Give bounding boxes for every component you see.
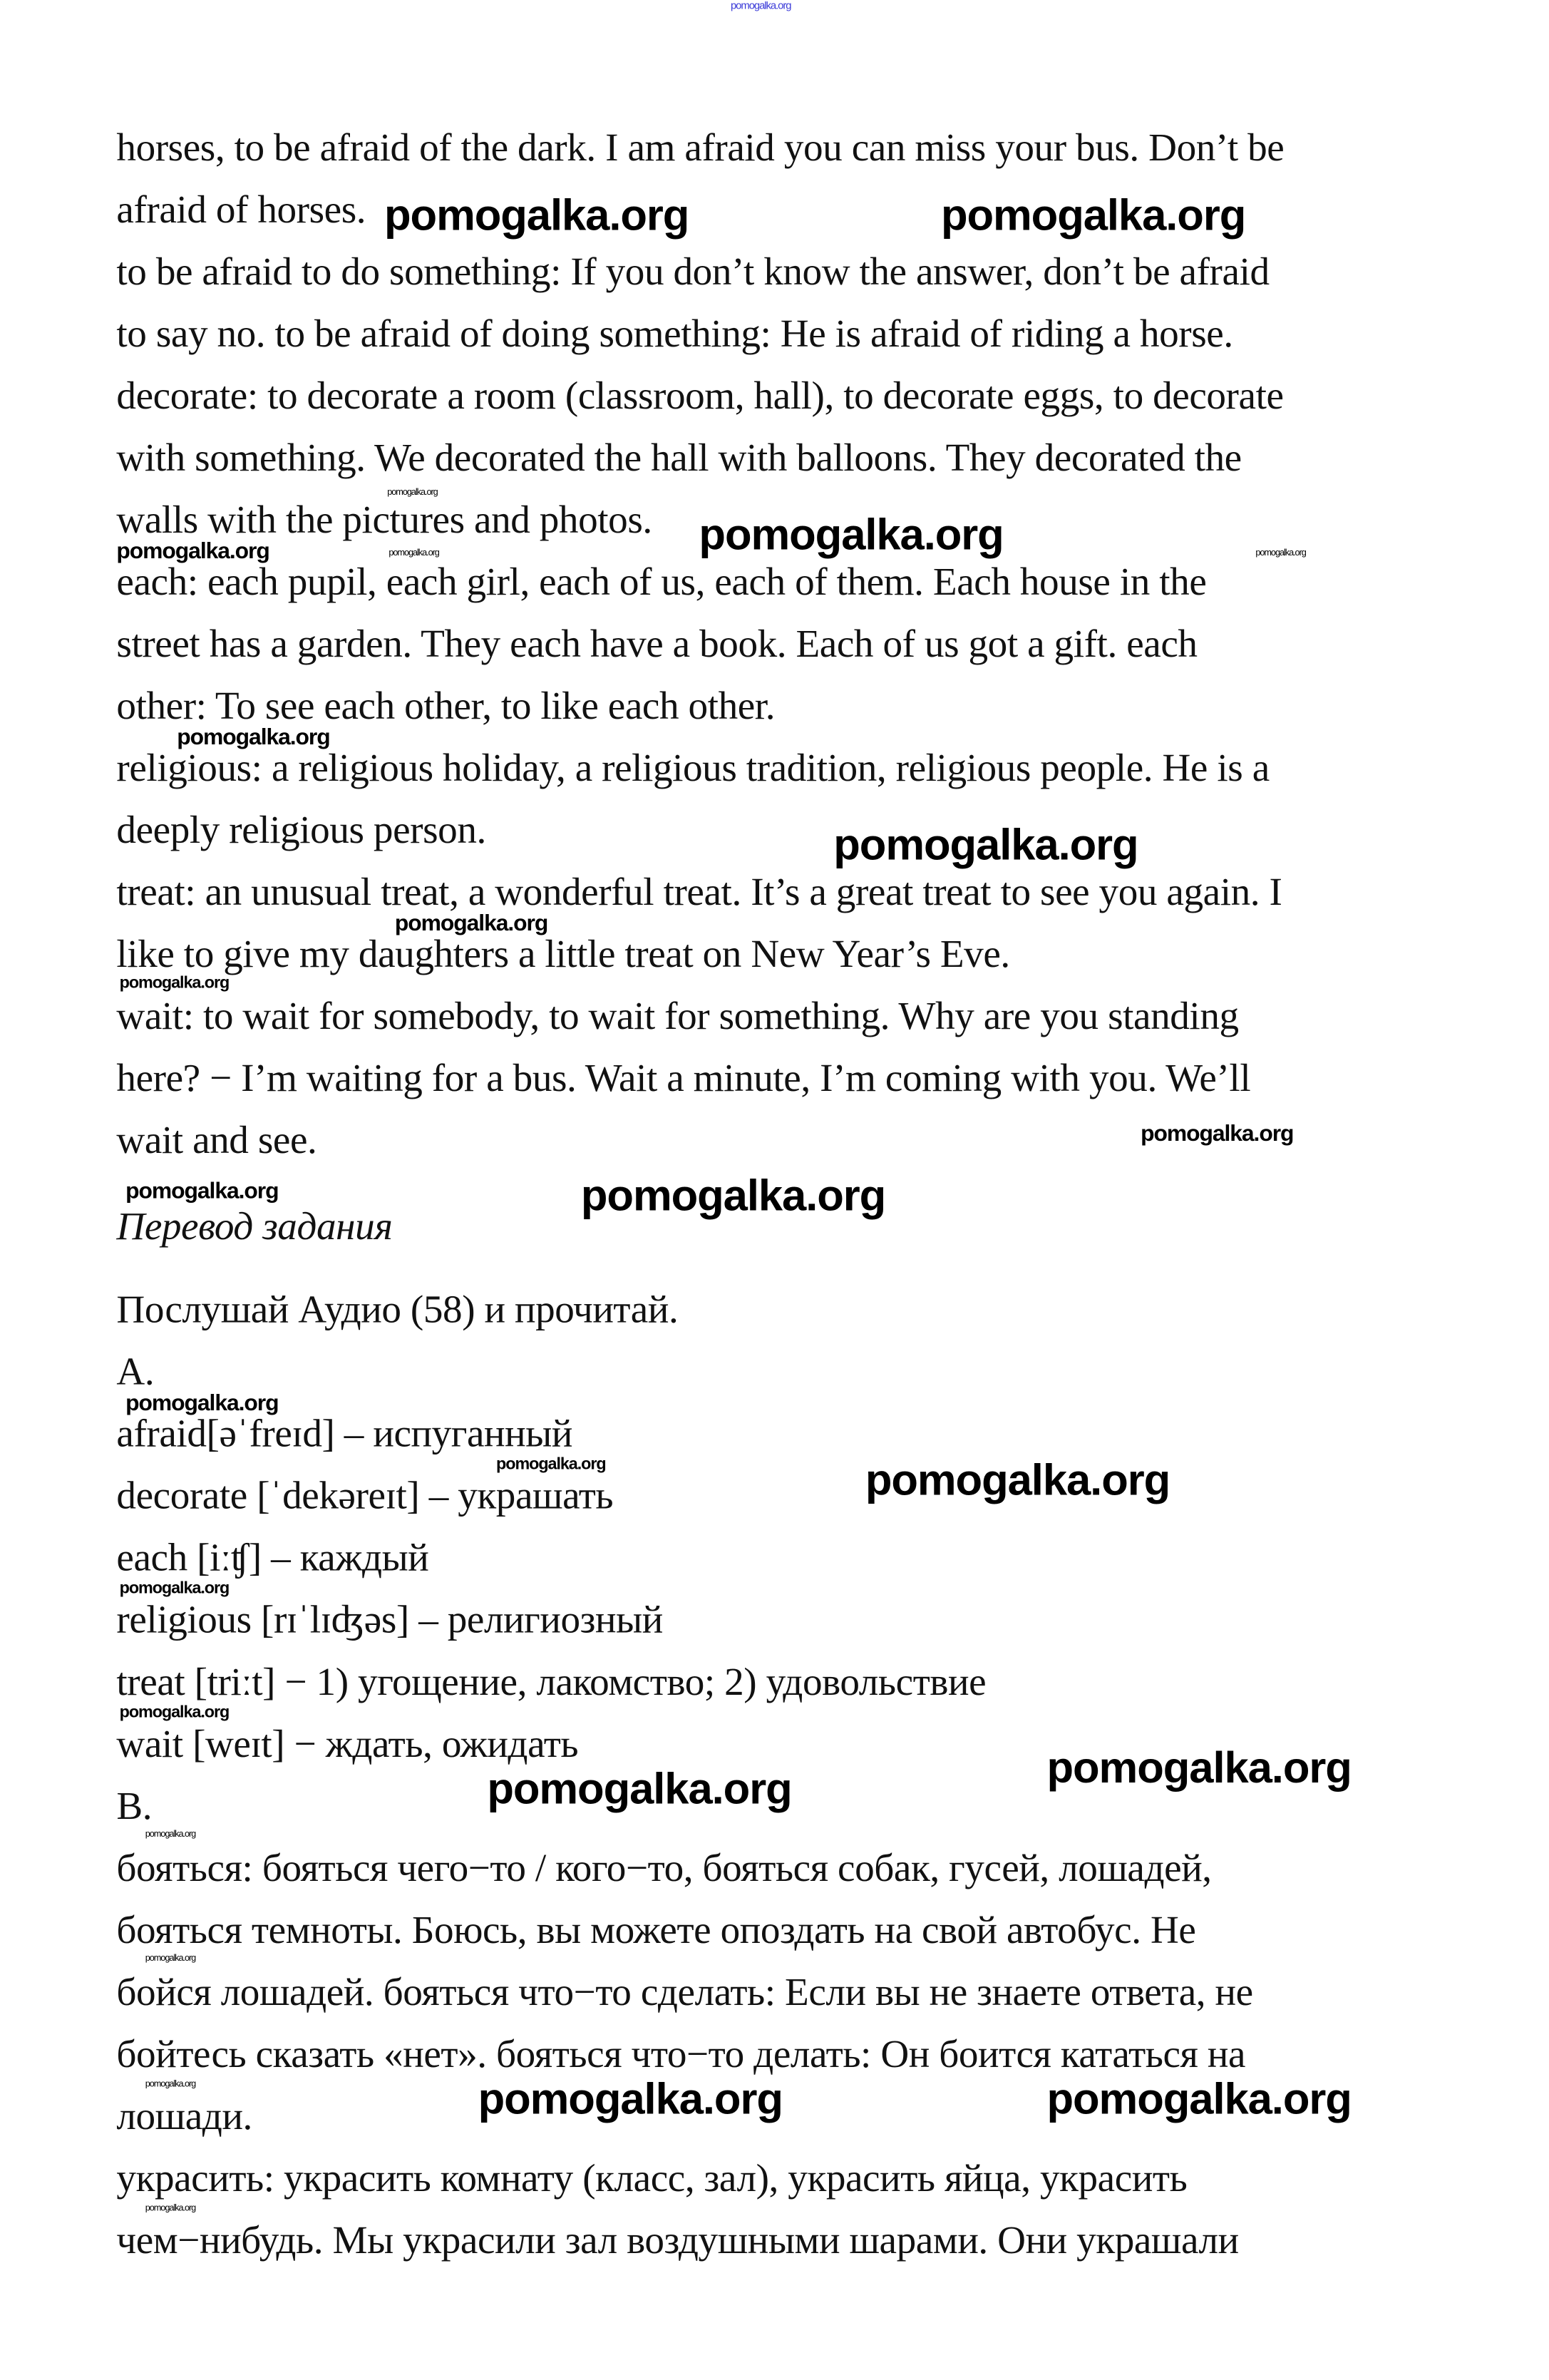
text-line: to be afraid to do something: If you don’t know the answer, don’t be afraid: [116, 250, 1270, 294]
vocab-item: treat [triːt] − 1) угощение, лакомство; 2) удовольствие: [116, 1659, 987, 1704]
watermark: pomogalka.org: [119, 974, 230, 993]
text-line: street has a garden. They each have a book. Each of us got a gift. each: [116, 622, 1198, 666]
watermark: pomogalka.org: [1255, 549, 1306, 559]
text-line: afraid of horses.: [116, 188, 366, 232]
watermark: pomogalka.org: [145, 2080, 196, 2090]
vocab-item: each [iːʧ] – каждый: [116, 1535, 429, 1580]
text-line: лошади.: [116, 2093, 252, 2138]
text-line: бояться: бояться чего−то / кого−то, бояться собак, гусей, лошадей,: [116, 1845, 1212, 1890]
text-line: бойся лошадей. бояться что−то сделать: Если вы не знаете ответа, не: [116, 1969, 1253, 2014]
watermark: pomogalka.org: [865, 1457, 1170, 1506]
text-line: украсить: украсить комнату (класс, зал), украсить яйца, украсить: [116, 2155, 1188, 2200]
text-line: walls with the pictures and photos.: [116, 498, 652, 542]
watermark: pomogalka.org: [145, 1830, 196, 1840]
watermark: pomogalka.org: [119, 1703, 230, 1722]
watermark: pomogalka.org: [145, 2204, 196, 2214]
text-line: other: To see each other, to like each other.: [116, 684, 776, 728]
vocab-item: religious [rɪˈlɪʤəs] – религиозный: [116, 1597, 663, 1642]
instruction: Послушай Аудио (58) и прочитай.: [116, 1287, 679, 1332]
watermark: pomogalka.org: [388, 549, 439, 559]
watermark: pomogalka.org: [699, 511, 1004, 560]
watermark: pomogalka.org: [1141, 1121, 1294, 1147]
watermark: pomogalka.org: [487, 1765, 792, 1815]
watermark: pomogalka.org: [496, 1455, 606, 1474]
text-line: like to give my daughters a little treat on New Year’s Eve.: [116, 932, 1010, 976]
watermark: pomogalka.org: [478, 2076, 783, 2125]
watermark: pomogalka.org: [833, 821, 1138, 871]
vocab-item: afraid[əˈfreɪd] – испуганный: [116, 1411, 573, 1456]
text-line: each: each pupil, each girl, each of us, each of them. Each house in the: [116, 560, 1207, 604]
text-line: horses, to be afraid of the dark. I am afraid you can miss your bus. Don’t be: [116, 125, 1285, 170]
section-b-label: B.: [116, 1783, 153, 1828]
watermark: pomogalka.org: [116, 538, 269, 565]
watermark: pomogalka.org: [177, 724, 330, 751]
watermark: pomogalka.org: [384, 192, 689, 241]
text-line: with something. We decorated the hall with balloons. They decorated the: [116, 436, 1242, 480]
watermark: pomogalka.org: [387, 488, 438, 498]
watermark: pomogalka.org: [125, 1179, 279, 1205]
vocab-item: wait [weɪt] − ждать, ожидать: [116, 1721, 579, 1766]
text-line: wait: to wait for somebody, to wait for something. Why are you standing: [116, 994, 1239, 1038]
vocab-item: decorate [ˈdekəreɪt] – украшать: [116, 1473, 614, 1518]
text-line: чем−нибудь. Мы украсили зал воздушными шарами. Они украшали: [116, 2217, 1239, 2262]
text-line: бояться темноты. Боюсь, вы можете опоздать на свой автобус. Не: [116, 1907, 1196, 1952]
section-a-label: A.: [116, 1349, 155, 1394]
watermark: pomogalka.org: [394, 911, 548, 937]
watermark: pomogalka.org: [145, 1954, 196, 1964]
text-line: wait and see.: [116, 1118, 317, 1162]
text-line: deeply religious person.: [116, 808, 486, 852]
text-line: decorate: to decorate a room (classroom, hall), to decorate eggs, to decorate: [116, 374, 1284, 418]
watermark: pomogalka.org: [580, 1172, 886, 1221]
text-line: to say no. to be afraid of doing something: He is afraid of riding a horse.: [116, 312, 1233, 356]
watermark: pomogalka.org: [1046, 2076, 1352, 2125]
watermark: pomogalka.org: [940, 192, 1246, 241]
watermark: pomogalka.org: [1046, 1744, 1352, 1793]
text-line: бойтесь сказать «нет». бояться что−то делать: Он боится кататься на: [116, 2031, 1246, 2076]
text-line: here? − I’m waiting for a bus. Wait a minute, I’m coming with you. We’ll: [116, 1056, 1251, 1100]
watermark: pomogalka.org: [125, 1390, 279, 1417]
text-line: treat: an unusual treat, a wonderful treat. It’s a great treat to see you again. I: [116, 870, 1282, 914]
translation-heading: Перевод задания: [116, 1204, 393, 1248]
watermark: pomogalka.org: [119, 1579, 230, 1598]
watermark-link[interactable]: pomogalka.org: [730, 1, 791, 12]
text-line: religious: a religious holiday, a religious tradition, religious people. He is a: [116, 746, 1270, 790]
